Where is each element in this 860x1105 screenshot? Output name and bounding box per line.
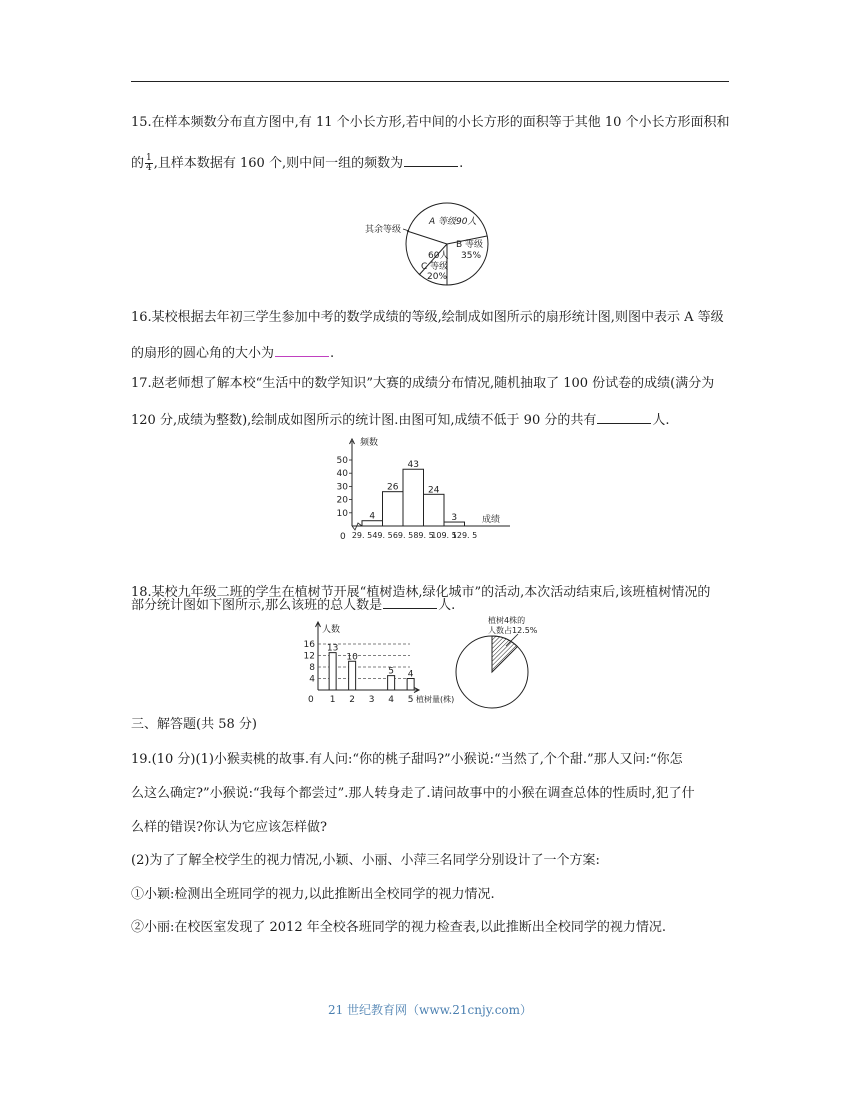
- histogram-scores: [330, 435, 520, 547]
- bar-value-label: 24: [428, 485, 440, 496]
- x-tick-label: 5: [407, 695, 414, 705]
- origin-label: 0: [308, 695, 314, 705]
- bar: [388, 676, 395, 690]
- section-heading: 三、解答题(共 58 分): [131, 717, 257, 732]
- bar-value-label: 13: [326, 643, 339, 654]
- x-tick-label: 4: [388, 695, 394, 705]
- pie-label-c2: 20%: [427, 272, 448, 282]
- bar-value-label: 43: [407, 460, 419, 471]
- footer: 21 世纪教育网（www.21cnjy.com）: [327, 1003, 533, 1017]
- q17-line1: 17.赵老师想了解本校“生活中的数学知识”大赛的成绩分布情况,随机抽取了 100 份试卷的成绩(满分为: [131, 376, 715, 391]
- q19-line1: 19.(10 分)(1)小猴卖桃的故事.有人问:“你的桃子甜吗?”小猴说:“当然了,个个甜.”那人又问:“你怎: [131, 752, 683, 767]
- bar-chart-trees: [300, 620, 455, 705]
- fraction: $\frac{1}{4}$: [146, 153, 152, 173]
- q19-line5: ①小颖:检测出全班同学的视力,以此推断出全校同学的视力情况.: [131, 887, 495, 902]
- bar-value-label: 4: [407, 669, 414, 680]
- answer-blank: [597, 411, 651, 424]
- answer-blank: [275, 344, 329, 357]
- pie-chart-trees: [450, 614, 550, 714]
- pie-label-c1: C 等级: [421, 262, 449, 272]
- answer-blank: [404, 154, 458, 167]
- y-tick-label: 20: [336, 495, 348, 506]
- y-tick-label: 40: [336, 469, 348, 480]
- y-axis-label: 频数: [360, 438, 379, 448]
- q16-line1: 16.某校根据去年初三学生参加中考的数学成绩的等级,绘制成如图所示的扇形统计图,则图中表示 A 等级: [131, 310, 724, 325]
- x-axis-label: 植树量(株): [416, 695, 455, 704]
- bar-value-label: 3: [451, 513, 458, 524]
- bar: [407, 679, 414, 691]
- x-tick-label: 89. 5: [413, 531, 434, 540]
- pie-label-a: A 等级90人: [429, 217, 477, 227]
- q19-line6: ②小丽:在校医室发现了 2012 年全校各班同学的视力检查表,以此推断出全校同学的视力情况.: [131, 920, 666, 935]
- pie-label-rest: 其余等级: [365, 225, 402, 235]
- y-tick-label: 10: [336, 508, 348, 519]
- x-tick-label: 109. 5: [431, 531, 457, 540]
- origin-label: 0: [340, 532, 346, 542]
- q19-line3: 么样的错误?你认为它应该怎样做?: [131, 820, 327, 835]
- q17-line2: 120 分,成绩为整数),绘制成如图所示的统计图.由图可知,成绩不低于 90 分的共有 人.: [131, 413, 670, 428]
- q15-line1: 15.在样本频数分布直方图中,有 11 个小长方形,若中间的小长方形的面积等于其他 10 个小长方形面积和: [131, 115, 730, 130]
- x-tick-label: 2: [349, 695, 355, 705]
- q18-line1: 18.某校九年级二班的学生在植树节开展“植树造林,绿化城市”的活动,本次活动结束后,该班植树情况的: [131, 585, 711, 600]
- x-tick-label: 1: [329, 695, 336, 705]
- pie-label-c0: 60人: [428, 251, 449, 261]
- pie-chart-grades: [355, 200, 515, 290]
- y-tick-label: 12: [303, 651, 315, 662]
- y-tick-label: 16: [303, 640, 315, 650]
- x-tick-label: 3: [368, 695, 375, 705]
- y-tick-label: 30: [336, 482, 348, 493]
- bar: [349, 661, 356, 690]
- bar-value-label: 5: [388, 666, 394, 677]
- x-tick-label: 49. 5: [372, 531, 393, 540]
- bar-value-label: 26: [387, 482, 399, 493]
- q18-line2-visible: 部分统计图如下图所示,那么该班的总人数是 人.: [131, 598, 456, 613]
- x-axis-label: 成绩: [482, 515, 501, 525]
- x-tick-label: 29. 5: [351, 531, 373, 540]
- answer-blank: [383, 596, 437, 609]
- x-tick-label: 129. 5: [451, 531, 478, 540]
- q16-line2: 的扇形的圆心角的大小为 .: [131, 346, 335, 361]
- y-axis-label: 人数: [322, 625, 341, 635]
- annotation-line1: 植树4株的: [488, 616, 526, 625]
- y-tick-label: 4: [309, 674, 315, 685]
- header-rule: [131, 81, 729, 82]
- x-tick-label: 69. 5: [392, 531, 414, 540]
- annotation-line2: 人数占12.5%: [488, 626, 538, 635]
- bar: [329, 653, 336, 690]
- y-tick-label: 8: [309, 663, 315, 673]
- q19-line2: 么这么确定?”小猴说:“我每个都尝过”.那人转身走了.请问故事中的小猴在调查总体的性质时,犯了什: [131, 786, 695, 801]
- histogram-bar: [424, 494, 445, 526]
- q19-line4: (2)为了了解全校学生的视力情况,小颖、小丽、小萍三名同学分别设计了一个方案:: [131, 853, 600, 868]
- bar-value-label: 4: [369, 511, 376, 522]
- pie-label-b2: 35%: [461, 251, 482, 261]
- bar-value-label: 10: [346, 652, 358, 663]
- pie-label-b1: B 等级: [456, 240, 484, 250]
- histogram-bar: [403, 469, 424, 526]
- y-tick-label: 50: [336, 456, 348, 466]
- histogram-bar: [383, 492, 404, 526]
- q15-line2: 的 $\frac{1}{4}$ ,且样本数据有 160 个,则中间一组的频数为 .: [131, 153, 464, 173]
